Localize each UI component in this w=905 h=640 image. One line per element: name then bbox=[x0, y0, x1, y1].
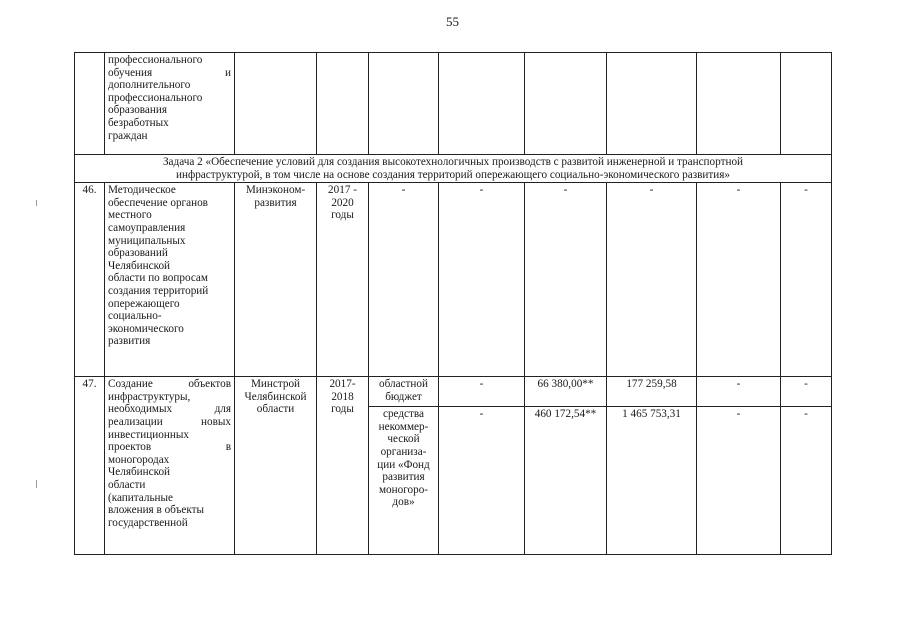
cell-value: 66 380,00** bbox=[525, 377, 607, 407]
program-table bbox=[74, 52, 832, 555]
cell-executor: Минстрой Челябинской области bbox=[235, 377, 317, 555]
cell-source bbox=[369, 53, 439, 155]
page-number: 55 bbox=[446, 14, 459, 29]
cell-value bbox=[781, 53, 832, 155]
cell-value: 1 465 753,31 bbox=[607, 407, 697, 555]
margin-scan-mark bbox=[36, 200, 37, 206]
cell-term: 2017 - 2020 годы bbox=[317, 183, 369, 377]
cell-num: 46. bbox=[75, 183, 105, 377]
cell-value: - bbox=[439, 183, 525, 377]
task-2-heading: Задача 2 «Обеспечение условий для создания высокотехнологичных производств с развитой инженерной и транспортной инфраструктурой, в том числе на основе создания территорий опережающего социально-экономического развития» bbox=[75, 155, 832, 183]
cell-name: Методическое обеспечение органов местного самоуправления муниципальных образований Челябинской области по вопросам создания территорий опережающего социально- экономического развития bbox=[105, 183, 235, 377]
cell-source: - bbox=[369, 183, 439, 377]
task-header-row bbox=[75, 155, 832, 183]
cell-value: - bbox=[781, 377, 832, 407]
cell-value: - bbox=[439, 377, 525, 407]
cell-executor: Минэконом- развития bbox=[235, 183, 317, 377]
cell-value: - bbox=[607, 183, 697, 377]
table-row-46 bbox=[75, 183, 832, 377]
margin-scan-mark bbox=[36, 480, 37, 488]
cell-value: - bbox=[697, 183, 781, 377]
cell-value bbox=[607, 53, 697, 155]
cell-value: - bbox=[781, 407, 832, 555]
cell-value bbox=[525, 53, 607, 155]
cell-value bbox=[697, 53, 781, 155]
cell-source: средства некоммер- ческой организа- ции «Фонд развития моногоро- дов» bbox=[369, 407, 439, 555]
cell-name: профессионального обучения и дополнительного профессионального образования безработных граждан bbox=[105, 53, 235, 155]
cell-value: 177 259,58 bbox=[607, 377, 697, 407]
table-row-continuation bbox=[75, 53, 832, 155]
cell-value bbox=[439, 53, 525, 155]
cell-value: - bbox=[697, 407, 781, 555]
cell-term: 2017- 2018 годы bbox=[317, 377, 369, 555]
cell-value: - bbox=[697, 377, 781, 407]
cell-term bbox=[317, 53, 369, 155]
cell-source: областной бюджет bbox=[369, 377, 439, 407]
cell-executor bbox=[235, 53, 317, 155]
cell-num bbox=[75, 53, 105, 155]
cell-name: Создание объектов инфраструктуры, необходимых для реализации новых инвестиционных проектов в моногородах Челябинской области (капитальные вложения в объекты государственной bbox=[105, 377, 235, 555]
cell-num: 47. bbox=[75, 377, 105, 555]
cell-value: - bbox=[525, 183, 607, 377]
cell-value: - bbox=[439, 407, 525, 555]
table-row-47-regional-budget bbox=[75, 377, 832, 407]
cell-value: 460 172,54** bbox=[525, 407, 607, 555]
cell-value: - bbox=[781, 183, 832, 377]
